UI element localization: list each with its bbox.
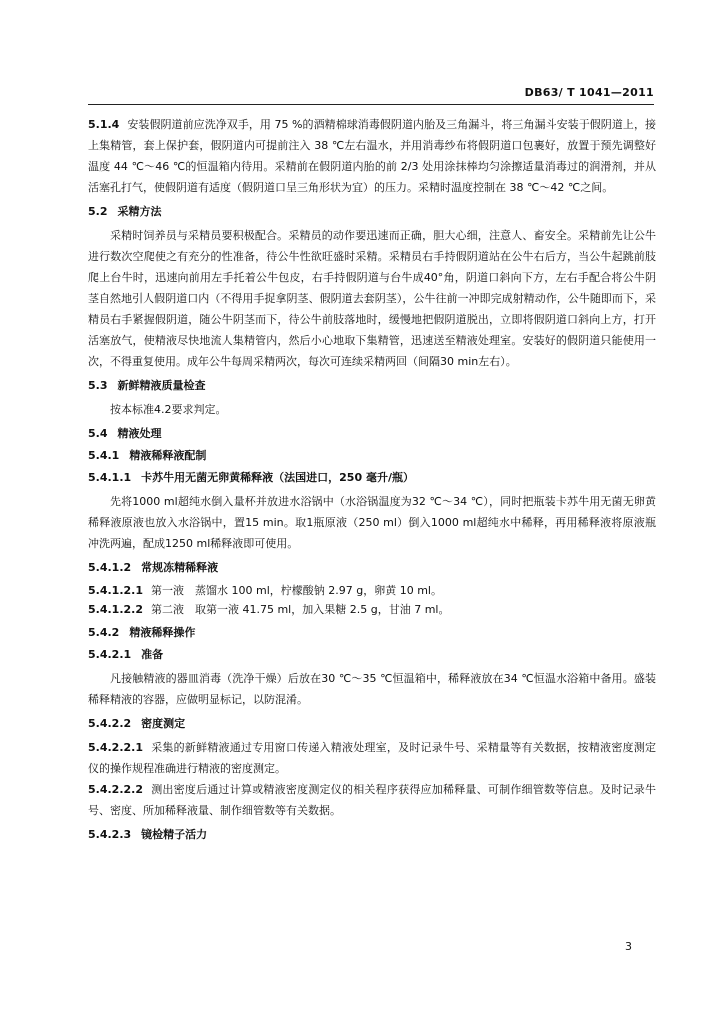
clause-number: 5.4.2.2.1 [88,741,143,754]
clause-text: 第二液 取第一液 41.75 ml，加入果糖 2.5 g，甘油 7 ml。 [150,603,450,616]
section-5-4-1-1-text: 先将1000 ml超纯水倒入量杯并放进水浴锅中（水浴锅温度为32 ℃～34 ℃），同时把瓶装卡苏牛用无菌无卵黄稀释液原液也放入水浴锅中，置15 min。取1瓶原液（250 ml）倒入1000 ml超纯水中稀释，再用稀释液将原液瓶冲洗两遍，配成1250 ml稀释液即可使用。 [88,495,656,550]
clause-number: 5.4.1.2.1 [88,584,143,597]
section-title: 卡苏牛用无菌无卵黄稀释液（法国进口，250 毫升/瓶） [141,471,414,484]
clause-number: 5.4.2.2.2 [88,783,143,796]
clause-5-4-1-2-2 [88,600,656,619]
section-5-4-heading [88,426,656,442]
section-5-2-text: 采精时饲养员与采精员要积极配合。采精员的动作要迅速而正确，胆大心细，注意人、畜安全。采精前先让公牛进行数次空爬使之有充分的性准备，待公牛性欲旺盛时采精。采精员右手持假阴道站在公牛右后方，当公牛起跳前肢爬上台牛时，迅速向前用左手托着公牛包皮，右手持假阴道与台牛成40°角，阴道口斜向下方，左右手配合将公牛阴茎自然地引人假阴道口内（不得用手捉拿阴茎、假阴道去套阴茎），公牛往前一冲即完成射精动作，公牛随即而下，采精员右手紧握假阴道，随公牛阴茎而下，待公牛前肢落地时，缓慢地把假阴道脱出，立即将假阴道口斜向上方，打开活塞放气，使精液尽快地流人集精管内，然后小心地取下集精管，迅速送至精液处理室。安装好的假阴道只能使用一次，不得重复使用。成年公牛每周采精两次，每次可连续采精两回（间隔30 min左右）。 [88,229,656,368]
section-title: 常规冻精稀释液 [141,561,219,574]
section-title: 准备 [141,648,164,661]
section-title: 新鲜精液质量检查 [117,379,206,392]
clause-5-4-2-2-2 [88,779,656,821]
document-body [88,114,656,848]
section-number: 5.4.1.2 [88,561,132,574]
section-title: 采精方法 [117,205,162,218]
section-5-2-heading [88,204,656,220]
section-5-4-1-2-heading [88,560,656,576]
section-5-4-2-1-heading [88,647,656,663]
section-title: 密度测定 [141,717,186,730]
section-title: 精液稀释液配制 [129,449,207,462]
section-number: 5.4.2 [88,626,120,639]
clause-text: 第一液 蒸馏水 100 ml，柠檬酸钠 2.97 g，卵黄 10 ml。 [150,584,442,597]
section-5-3-heading [88,378,656,394]
section-5-4-2-heading [88,625,656,641]
section-5-3-text: 按本标准4.2要求判定。 [110,403,227,416]
clause-number: 5.1.4 [88,118,120,131]
clause-text: 测出密度后通过计算或精液密度测定仪的相关程序获得应加稀释量、可制作细管数等信息。及时记录牛号、密度、所加稀释液量、制作细管数等有关数据。 [88,783,656,817]
section-number: 5.4.2.2 [88,717,132,730]
section-5-4-2-1-text: 凡接触精液的器皿消毒（洗净干燥）后放在30 ℃～35 ℃恒温箱中，稀释液放在34 ℃恒温水浴箱中备用。盛装稀释精液的容器，应做明显标记，以防混淆。 [88,672,656,706]
section-5-4-2-2-heading [88,716,656,732]
section-number: 5.4.2.3 [88,828,132,841]
section-title: 精液处理 [117,427,162,440]
clause-text: 采集的新鲜精液通过专用窗口传递入精液处理室，及时记录牛号、采精量等有关数据，按精液密度测定仪的操作规程准确进行精液的密度测定。 [88,741,656,775]
section-number: 5.4.1.1 [88,471,132,484]
clause-text: 安装假阴道前应洗净双手，用 75 %的酒精棉球消毒假阴道内胎及三角漏斗，将三角漏斗安装于假阴道上，接上集精管，套上保护套，假阴道内可提前注入 38 ℃左右温水，并用消毒纱布将假阴道口包裹好，放置于预先调整好温度 44 ℃～46 ℃的恒温箱内待用。采精前在假阴道内胎的前 2/3 处用涂抹棒均匀涂擦适量消毒过的润滑剂，并从活塞孔打气，使假阴道有适度（假阴道口呈三角形状为宜）的压力。采精时温度控制在 38 ℃～42 ℃之间。 [88,118,656,194]
section-5-4-1-1-heading [88,470,656,486]
section-number: 5.2 [88,205,108,218]
section-number: 5.4.2.1 [88,648,132,661]
section-title: 镜检精子活力 [141,828,208,841]
header-divider [88,104,654,105]
section-number: 5.3 [88,379,108,392]
document-code: DB63/ T 1041—2011 [524,86,654,99]
section-5-4-2-3-heading [88,827,656,843]
clause-5-4-2-2-1 [88,737,656,779]
clause-5-1-4 [88,114,656,198]
clause-number: 5.4.1.2.2 [88,603,143,616]
clause-5-4-1-2-1 [88,581,656,600]
section-number: 5.4.1 [88,449,120,462]
section-5-4-1-heading [88,448,656,464]
section-number: 5.4 [88,427,108,440]
section-title: 精液稀释操作 [129,626,196,639]
page-number: 3 [625,940,632,953]
